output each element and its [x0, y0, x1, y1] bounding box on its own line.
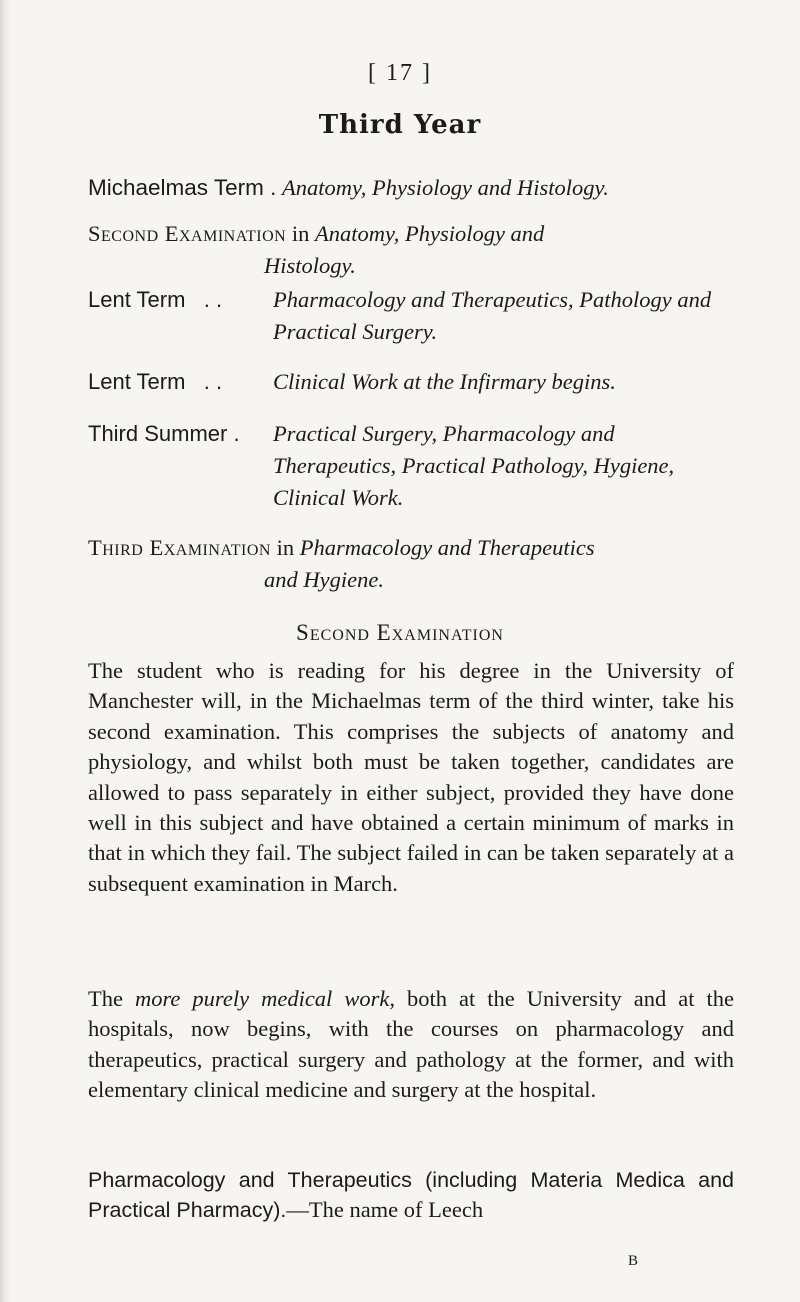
second-examination-connector: in — [291, 221, 310, 246]
third-examination-connector: in — [276, 535, 295, 560]
lent-term-label-2: Lent Term . . — [88, 369, 223, 394]
lent-term-subjects-1: Pharmacology and Therapeutics, Pathology and Practical Surgery. — [273, 287, 712, 344]
third-examination-line — [88, 532, 738, 596]
emphasis-medical-work: more purely medical work, — [135, 986, 395, 1011]
second-examination-subjects: Anatomy, Physiology and — [314, 221, 545, 246]
signature-mark: B — [628, 1253, 639, 1269]
third-examination-lead: Third Examination — [88, 535, 271, 560]
pharmacology-lead: Pharmacology and Therapeutics (including Materia Medica and Practical Pharmacy). — [88, 1168, 734, 1223]
third-summer-subjects: Practical Surgery, Pharmacology and Therapeutics, Practical Pathology, Hygiene, Clinical Work. — [273, 421, 675, 510]
michaelmas-term-label: Michaelmas Term . — [88, 175, 277, 200]
third-examination-subjects-cont: and Hygiene. — [264, 567, 384, 592]
paragraph-pharmacology: Pharmacology and Therapeutics (including Materia Medica and Practical Pharmacy).—The name of Leech — [88, 1168, 734, 1223]
third-examination-subjects: Pharmacology and Therapeutics — [299, 535, 595, 560]
michaelmas-term-row — [88, 172, 609, 204]
page-heading: Third Year — [318, 110, 482, 140]
second-examination-line — [88, 218, 738, 282]
lent-term-label-1: Lent Term . . — [88, 287, 223, 312]
paragraph-medical-work: The more purely medical work, both at the University and at the hospitals, now begins, with the courses on pharmacology and therapeutics, practical surgery and pathology at the former, and with elementary clinical medicine and surgery at the hospital. — [88, 986, 734, 1103]
third-summer-label: Third Summer . — [88, 421, 240, 446]
michaelmas-term-subjects: Anatomy, Physiology and Histology. — [282, 175, 609, 200]
section-heading: Second Examination — [296, 620, 504, 645]
lent-term-subjects-2: Clinical Work at the Infirmary begins. — [273, 369, 616, 394]
second-examination-subjects-cont: Histology. — [264, 253, 356, 278]
second-examination-lead: Second Examination — [88, 221, 287, 246]
paragraph-second-examination: The student who is reading for his degree in the University of Manchester will, in the Michaelmas term of the third winter, take his second examination. This comprises the subjects of anatomy and physiology, and whilst both must be taken together, candidates are allowed to pass separately in either subject, provided they have done well in this subject and have obtained a certain minimum of marks in that in which they fail. The subject failed in can be taken separately at a subsequent examination in March. — [88, 658, 734, 896]
page-number: [ 17 ] — [368, 60, 432, 86]
